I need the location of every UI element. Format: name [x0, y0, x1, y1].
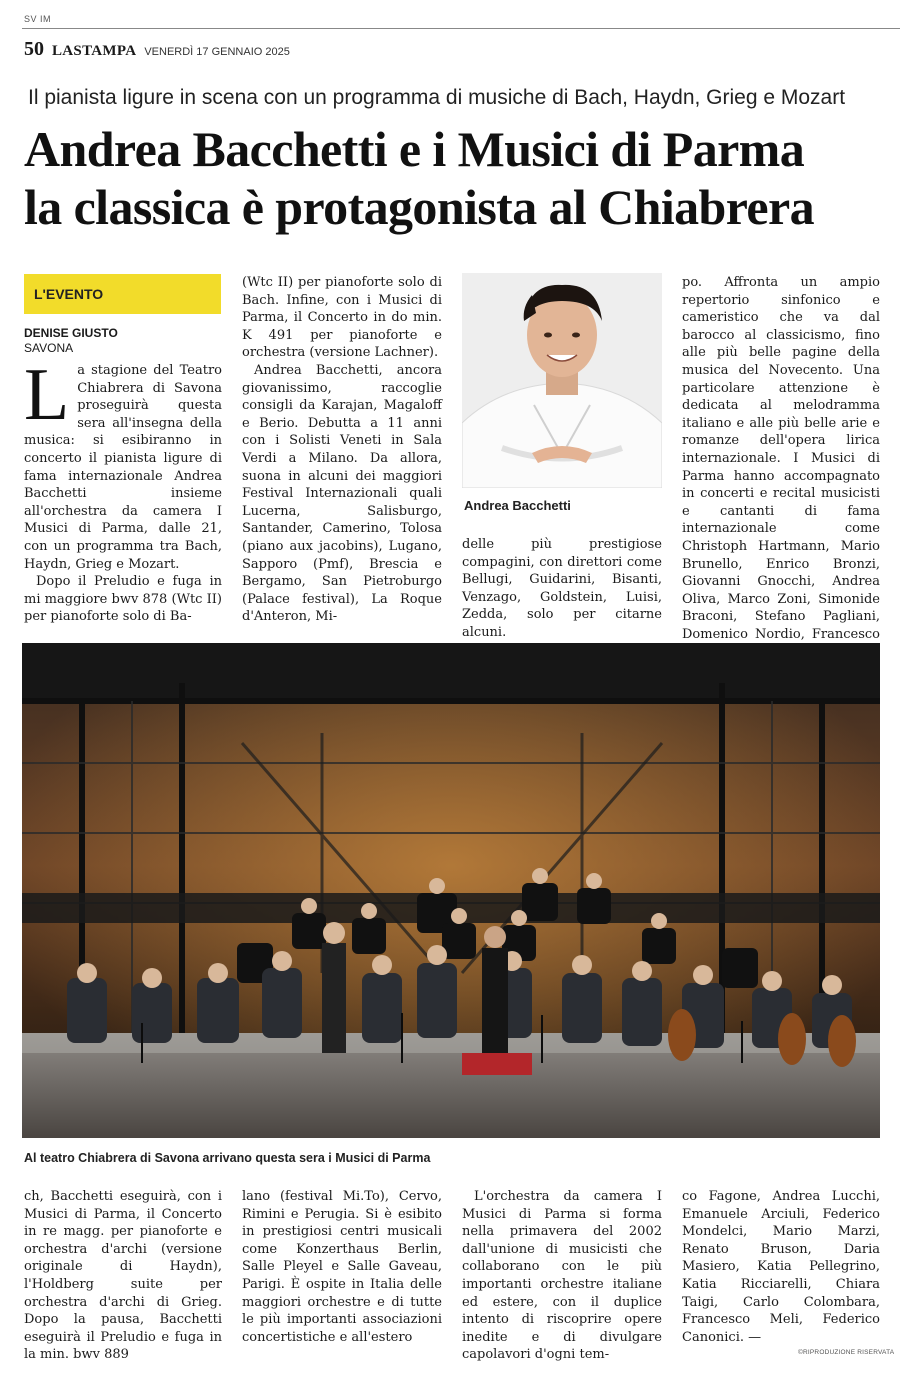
- copyright-notice: ©RIPRODUZIONE RISERVATA: [798, 1349, 895, 1356]
- article-column-6: [242, 1188, 442, 1346]
- article-column-8: [682, 1188, 880, 1346]
- section-tag-label: L'EVENTO: [34, 286, 104, 302]
- orchestra-on-stage-illustration: [22, 643, 880, 1138]
- page-number: 50: [24, 38, 44, 60]
- edition-code: SV IM: [24, 14, 52, 24]
- section-tag: [24, 274, 221, 314]
- newspaper-name: LASTAMPA: [52, 43, 137, 59]
- headline: [24, 120, 892, 236]
- article-paragraph: po. Affronta un ampio repertorio sinfonico e cameristico che va dal barocco al classicismo, fino alle più belle pagine della musica del Novecento. Una particolare attenzione è dedicata al melodramma italiano e alle più belle arie e romanze dell'opera lirica internazionale. I Musici di Parma hanno accompagnato in concerti e recital musicisti e cantanti di fama internazionale come Christoph Hartmann, Mario Brunello, Enrico Bronzi, Giovanni Gnocchi, Andrea Oliva, Marco Zoni, Simonide Braconi, Stefano Pagliani, Domenico Nordio, Francesco: [682, 275, 880, 642]
- kicker: Il pianista ligure in scena con un programma di musiche di Bach, Haydn, Grieg e Mozart: [28, 86, 846, 109]
- article-paragraph: Dopo il Preludio e fuga in mi maggiore bwv 878 (Wtc II) per pianoforte solo di Ba-: [24, 574, 222, 625]
- article-paragraph: La stagione del Teatro Chiabrera di Savona proseguirà questa sera all'insegna della musica: si esibiranno in concerto il pianista ligure di fama internazionale Andrea Bacchetti insieme all'orchestra da camera I Musici di Parma, dalle 21, con un programma tra Bach, Haydn, Grieg e Mozart.: [24, 354, 222, 572]
- article-column-2: [242, 274, 442, 626]
- article-column-7: [462, 1188, 662, 1364]
- article-paragraph: L'orchestra da camera I Musici di Parma si forma nella primavera del 2002 dall'unione di musicisti che collaborano con le più importanti orchestre italiane ed estere, con il duplice intento di riscoprire opere inedite e di divulgare capolavori d'ogni tem-: [462, 1189, 662, 1363]
- portrait-photo: [462, 273, 662, 488]
- headline-line-1: Andrea Bacchetti e i Musici di Parma: [24, 121, 805, 177]
- article-paragraph: delle più prestigiose compagini, con direttori come Bellugi, Guidarini, Bisanti, Venzago, Goldstein, Luisi, Zedda, solo per citarne alcuni.: [462, 537, 662, 640]
- pianist-portrait-illustration: [462, 273, 662, 488]
- byline: [24, 326, 118, 356]
- masthead: [24, 38, 290, 61]
- byline-location: SAVONA: [24, 341, 74, 355]
- article-paragraph: co Fagone, Andrea Lucchi, Emanuele Arciuli, Federico Mondelci, Mario Marzi, Renato Bruson, Daria Masiero, Katia Pellegrino, Katia Ricciarelli, Chiara Taigi, Carlo Colombara, Francesco Meli, Federico Canonici. —: [682, 1189, 880, 1345]
- article-paragraph: ch, Bacchetti eseguirà, con i Musici di Parma, il Concerto in re magg. per pianoforte e orchestra d'archi (versione originale di Haydn), l'Holdberg suite per orchestra d'archi di Grieg. Dopo la pausa, Bacchetti eseguirà il Preludio e fuga in la min. bwv 889: [24, 1189, 222, 1363]
- byline-author: DENISE GIUSTO: [24, 326, 118, 340]
- article-column-5: [24, 1188, 222, 1364]
- article-paragraph: (Wtc II) per pianoforte solo di Bach. Infine, con i Musici di Parma, il Concerto in do min. K 491 per pianoforte e orchestra (versione Lachner).: [242, 275, 442, 361]
- concert-caption: Al teatro Chiabrera di Savona arrivano questa sera i Musici di Parma: [24, 1151, 431, 1165]
- issue-date: VENERDÌ 17 GENNAIO 2025: [144, 46, 290, 58]
- article-paragraph: lano (festival Mi.To), Cervo, Rimini e Perugia. Si è esibito in prestigiosi centri musicali come Konzerthaus Berlin, Salle Pleyel e Salle Gaveau, Parigi. È ospite in Italia delle maggiori orchestre e di tutte le più importanti associazioni concertistiche e all'estero: [242, 1189, 442, 1345]
- top-rule: [22, 28, 900, 29]
- article-column-1: [24, 354, 222, 626]
- article-column-3: [462, 536, 662, 642]
- article-paragraph: Andrea Bacchetti, ancora giovanissimo, raccoglie consigli da Karajan, Magaloff e Berio. Debutta a 11 anni con i Solisti Veneti in Sala Verdi a Milano. Da allora, suona in alcuni dei maggiori Festival Internazionali quali Lucerna, Salisburgo, Santander, Camerino, Tolosa (piano aux jacobins), Lugano, Sapporo (Pmf), Brescia e Bergamo, San Pietroburgo (Palace festival), La Roque d'Anteron, Mi-: [242, 362, 442, 625]
- drop-cap: L: [24, 354, 70, 436]
- concert-photo: [22, 643, 880, 1138]
- portrait-caption: Andrea Bacchetti: [464, 498, 571, 513]
- article-column-4: [682, 274, 880, 661]
- headline-line-2: la classica è protagonista al Chiabrera: [24, 179, 815, 235]
